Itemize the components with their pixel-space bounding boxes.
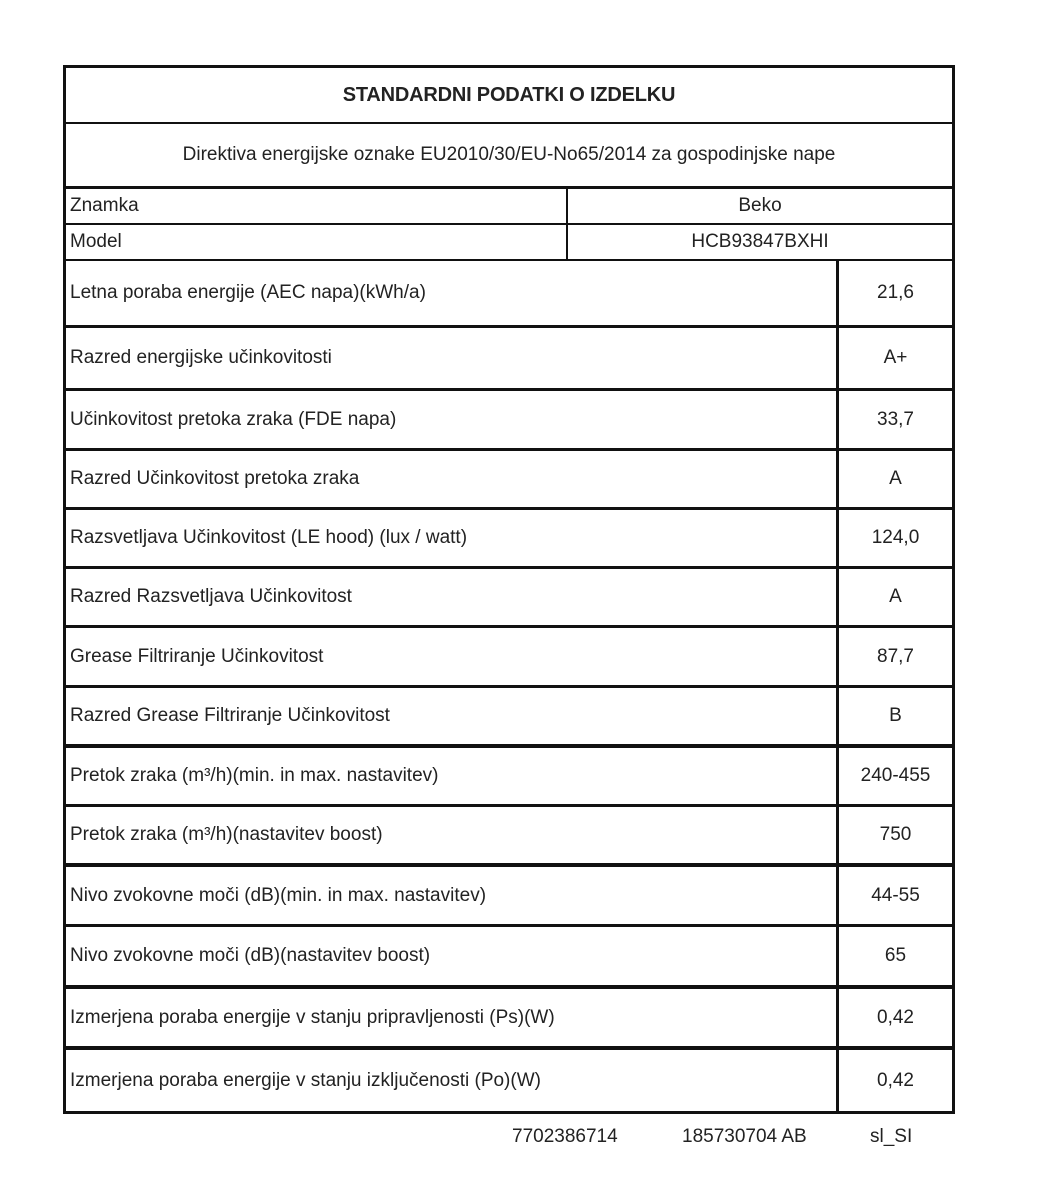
- subtitle-row: [66, 124, 952, 189]
- spec-row: [66, 807, 952, 867]
- brand-value: Beko: [738, 195, 782, 216]
- spec-value: 0,42: [877, 1069, 914, 1091]
- spec-row: [66, 510, 952, 569]
- spec-value: 124,0: [871, 527, 920, 548]
- spec-label: Pretok zraka (m³/h)(nastavitev boost): [66, 807, 839, 863]
- spec-label: Razsvetljava Učinkovitost (LE hood) (lux / watt): [66, 510, 839, 566]
- brand-label: Znamka: [66, 189, 568, 223]
- spec-label: Razred Grease Filtriranje Učinkovitost: [66, 688, 839, 744]
- spec-label: Razred energijske učinkovitosti: [66, 328, 839, 388]
- spec-row: [66, 927, 952, 989]
- spec-label: Nivo zvokovne moči (dB)(min. in max. nastavitev): [66, 867, 839, 924]
- spec-value: 0,42: [877, 1006, 914, 1028]
- model-value: HCB93847BXHI: [691, 231, 829, 252]
- footer-codes: [512, 1126, 912, 1148]
- spec-row: [66, 391, 952, 451]
- spec-value: 87,7: [877, 645, 914, 667]
- title-row: [66, 68, 952, 124]
- spec-label: Grease Filtriranje Učinkovitost: [66, 628, 839, 685]
- spec-value: 240-455: [860, 765, 931, 786]
- spec-label: Razred Razsvetljava Učinkovitost: [66, 569, 839, 625]
- spec-label: Izmerjena poraba energije v stanju izključenosti (Po)(W): [66, 1050, 839, 1111]
- spec-row: [66, 451, 952, 510]
- spec-label: Učinkovitost pretoka zraka (FDE napa): [66, 391, 839, 448]
- footer-code-2: 185730704 AB: [682, 1126, 807, 1147]
- spec-row: [66, 748, 952, 807]
- footer-code-1: 7702386714: [512, 1126, 618, 1147]
- spec-row: [66, 261, 952, 328]
- spec-row: [66, 867, 952, 927]
- spec-value: 750: [879, 824, 912, 845]
- table-subtitle: Direktiva energijske oznake EU2010/30/EU-No65/2014 za gospodinjske nape: [182, 144, 836, 165]
- product-data-table: [63, 65, 955, 1114]
- spec-value: 33,7: [877, 408, 914, 430]
- spec-row: [66, 688, 952, 748]
- model-row: [66, 225, 952, 261]
- product-data-sheet: [63, 65, 955, 1114]
- spec-value: A+: [883, 347, 908, 368]
- spec-row: [66, 569, 952, 628]
- spec-row: [66, 628, 952, 688]
- spec-row: [66, 328, 952, 391]
- spec-label: Pretok zraka (m³/h)(min. in max. nastavitev): [66, 748, 839, 804]
- footer-locale: sl_SI: [870, 1126, 913, 1147]
- spec-label: Razred Učinkovitost pretoka zraka: [66, 451, 839, 507]
- spec-value: 21,6: [877, 282, 914, 303]
- spec-value: 44-55: [871, 884, 920, 906]
- spec-row: [66, 989, 952, 1050]
- table-title: STANDARDNI PODATKI O IZDELKU: [342, 83, 676, 106]
- spec-row: [66, 1050, 952, 1111]
- brand-row: [66, 189, 952, 225]
- spec-label: Nivo zvokovne moči (dB)(nastavitev boost): [66, 927, 839, 985]
- spec-value: 65: [884, 945, 907, 966]
- spec-value: B: [889, 705, 902, 726]
- model-label: Model: [66, 225, 568, 259]
- spec-label: Letna poraba energije (AEC napa)(kWh/a): [66, 261, 839, 325]
- spec-value: A: [889, 586, 902, 607]
- spec-value: A: [889, 468, 902, 489]
- spec-label: Izmerjena poraba energije v stanju pripravljenosti (Ps)(W): [66, 989, 839, 1046]
